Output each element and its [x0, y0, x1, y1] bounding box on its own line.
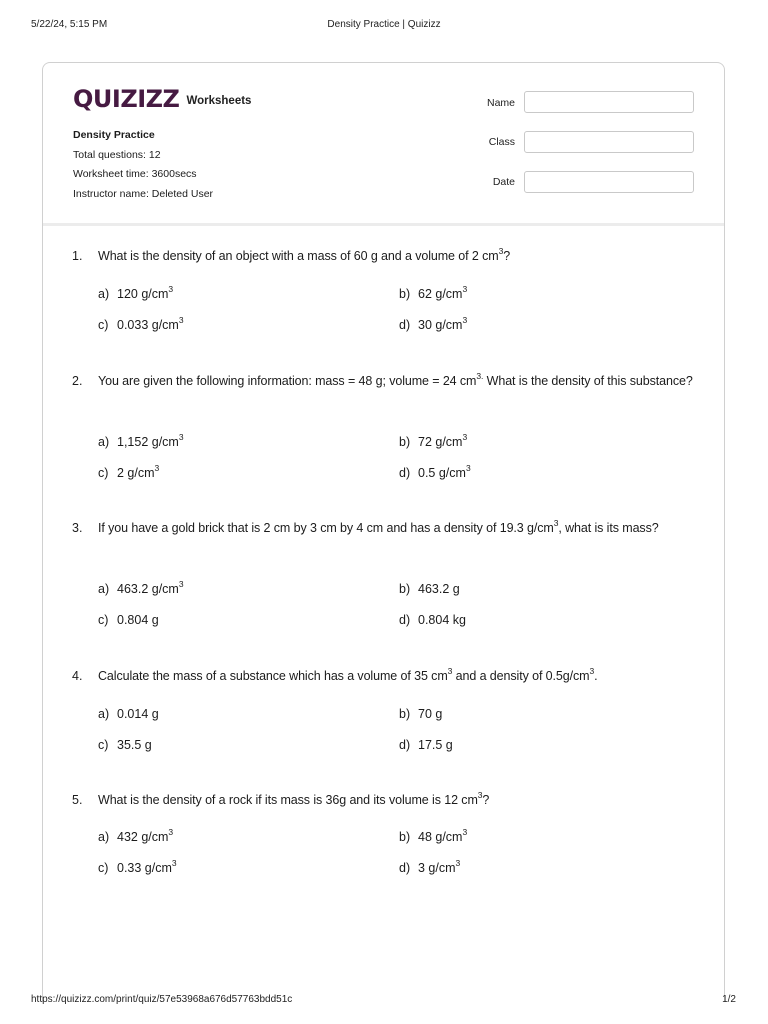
question-text: Calculate the mass of a substance which has a volume of 35 $cm^3$ and a density of $0.5g/cm^3$.	[98, 665, 598, 683]
option-d[interactable]	[399, 857, 461, 875]
option-c[interactable]	[98, 314, 184, 332]
option-c[interactable]	[98, 857, 177, 875]
option-letter: c)	[98, 613, 109, 627]
option-d[interactable]	[399, 613, 466, 627]
option-letter: a)	[98, 707, 110, 721]
option-text: 48 $g/cm^3$	[418, 826, 468, 844]
option-text: 120 $g/cm^3$	[117, 283, 174, 301]
logo-suffix: Worksheets	[186, 95, 252, 107]
option-letter: a)	[98, 287, 110, 301]
question-number: 4.	[72, 669, 83, 683]
print-url: https://quizizz.com/print/quiz/57e53968a676d57763bdd51c	[31, 994, 293, 1005]
question-number: 2.	[72, 374, 83, 388]
option-a[interactable]	[98, 578, 184, 596]
option-letter: b)	[399, 435, 411, 449]
question-number: 1.	[72, 249, 83, 263]
print-title: Density Practice | Quizizz	[327, 19, 441, 30]
option-d[interactable]	[399, 462, 471, 480]
option-c[interactable]	[98, 462, 160, 480]
option-text: 0.014 g	[117, 707, 159, 721]
quizizz-logo	[73, 85, 251, 113]
option-letter: c)	[98, 738, 109, 752]
option-c[interactable]	[98, 738, 152, 752]
worksheet-time: Worksheet time: 3600secs	[73, 168, 197, 180]
option-letter: d)	[399, 613, 411, 627]
worksheet-header	[43, 63, 724, 226]
option-a[interactable]	[98, 431, 184, 449]
question-text: If you have a gold brick that is 2 cm by 3 cm by 4 cm and has a density of 19.3 $g/cm^3$, what is its mass?	[98, 517, 659, 535]
option-letter: b)	[399, 287, 411, 301]
name-label: Name	[486, 97, 515, 109]
option-text: 62 $g/cm^3$	[418, 283, 468, 301]
option-text: 2 $g/cm^3$	[117, 462, 160, 480]
option-b[interactable]	[399, 431, 468, 449]
option-letter: c)	[98, 466, 109, 480]
print-date: 5/22/24, 5:15 PM	[31, 19, 108, 30]
option-a[interactable]	[98, 283, 174, 301]
option-b[interactable]	[399, 283, 468, 301]
total-questions: Total questions: 12	[73, 148, 161, 161]
option-text: 463.2 $g/cm^3$	[117, 578, 184, 596]
question-text: What is the density of an object with a mass of 60 g and a volume of 2 $cm^3$?	[98, 245, 511, 263]
option-letter: a)	[98, 830, 110, 844]
option-text: 0.804 kg	[418, 613, 466, 627]
option-letter: d)	[399, 318, 411, 332]
option-letter: b)	[399, 707, 411, 721]
print-header	[0, 19, 768, 33]
option-letter: d)	[399, 738, 411, 752]
option-letter: c)	[98, 861, 109, 875]
instructor-name: Instructor name: Deleted User	[73, 187, 214, 200]
option-text: 0.5 $g/cm^3$	[418, 462, 471, 480]
date-label: Date	[492, 176, 515, 188]
class-label: Class	[488, 136, 515, 148]
option-text: 72 $g/cm^3$	[418, 431, 468, 449]
question-number: 3.	[72, 521, 83, 535]
option-text: 0.804 g	[117, 613, 159, 627]
question-number: 5.	[72, 793, 83, 807]
option-letter: a)	[98, 435, 110, 449]
option-letter: d)	[399, 466, 411, 480]
option-text: 30 $g/cm^3$	[418, 314, 468, 332]
option-letter: a)	[98, 582, 110, 596]
option-text: 0.33 $g/cm^3$	[117, 857, 177, 875]
logo-wordmark: QUIZIZZ	[73, 85, 180, 113]
option-d[interactable]	[399, 314, 468, 332]
option-b[interactable]	[399, 826, 468, 844]
option-b[interactable]	[399, 582, 460, 596]
option-text: 432 $g/cm^3$	[117, 826, 174, 844]
class-field[interactable]	[524, 131, 694, 153]
worksheet-info	[73, 126, 213, 204]
print-footer	[0, 994, 768, 1008]
option-text: 70 g	[418, 707, 443, 721]
option-a[interactable]	[98, 707, 159, 721]
option-letter: b)	[399, 582, 411, 596]
option-d[interactable]	[399, 738, 453, 752]
question-text: You are given the following information: mass = 48 g; volume = 24 $cm^{3.}$ What is the density of this substance?	[98, 370, 693, 388]
option-letter: c)	[98, 318, 109, 332]
option-letter: b)	[399, 830, 411, 844]
option-b[interactable]	[399, 707, 442, 721]
option-text: 0.033 $g/cm^3$	[117, 314, 184, 332]
option-text: 463.2 g	[418, 582, 460, 596]
page-number: 1/2	[722, 994, 736, 1005]
option-text: 35.5 g	[117, 738, 152, 752]
option-c[interactable]	[98, 613, 159, 627]
date-field[interactable]	[524, 171, 694, 193]
question-text: What is the density of a rock if its mass is 36g and its volume is 12 $cm^3$?	[98, 789, 490, 807]
option-letter: d)	[399, 861, 411, 875]
option-text: 1,152 $g/cm^3$	[117, 431, 184, 449]
option-a[interactable]	[98, 826, 174, 844]
option-text: 3 $g/cm^3$	[418, 857, 461, 875]
name-field[interactable]	[524, 91, 694, 113]
worksheet-title: Density Practice	[73, 129, 155, 141]
option-text: 17.5 g	[418, 738, 453, 752]
